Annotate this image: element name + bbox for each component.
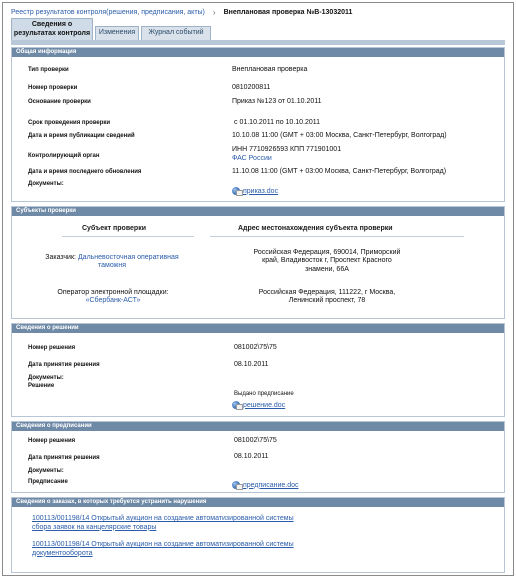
updated-value: 11.10.08 11:00 (GMT + 03:00 Москва, Санкт-Петербург, Волгоград)	[232, 168, 447, 175]
prescription-issued-note: Выдано предписание	[234, 391, 294, 397]
page-title: Внеплановая проверка №В-13032011	[223, 8, 353, 16]
check-number-label: Номер проверки	[28, 85, 78, 91]
operator-address-line1: Российская Федерация, 111222, г Москва,	[258, 289, 396, 296]
operator-role: Оператор электронной площадки:	[57, 289, 169, 296]
prescription-date-label: Дата принятия решения	[28, 455, 100, 461]
subjects-section	[11, 206, 505, 319]
prescription-doc-filename: предписание.doc	[243, 481, 299, 489]
address-header-rule	[210, 236, 464, 237]
prescription-number-label: Номер решения	[28, 438, 76, 444]
subjects-header: Субъекты проверки	[12, 207, 504, 216]
prescription-date-value: 08.10.2011	[234, 453, 269, 460]
decision-date-label: Дата принятия решения	[28, 362, 100, 368]
decision-date-value: 08.10.2011	[234, 361, 269, 368]
check-type-value: Внеплановая проверка	[232, 66, 308, 73]
address-column-header: Адрес местонахождения субъекта проверки	[238, 225, 393, 232]
general-info-section	[11, 47, 505, 202]
general-info-header: Общая информация	[12, 48, 504, 57]
check-period-label: Срок проведения проверки	[28, 120, 111, 126]
breadcrumb-registry-link[interactable]: Реестр результатов контроля(решения, предписания, акты)	[11, 8, 205, 16]
orders-header: Сведения о заказах, в которых требуется устранить нарушения	[12, 498, 504, 507]
order-link-2[interactable]	[32, 541, 294, 559]
document-icon	[232, 401, 240, 409]
customer-name-line2: таможня	[98, 262, 126, 270]
operator-link[interactable]: «Сбербанк-АСТ»	[85, 297, 141, 305]
decision-doc-link[interactable]	[232, 401, 285, 409]
document-icon	[232, 187, 240, 195]
breadcrumb	[11, 7, 352, 17]
breadcrumb-separator-icon: ›	[212, 7, 216, 17]
decision-doc-label: Решение	[28, 383, 55, 389]
decision-docs-label: Документы:	[28, 375, 64, 381]
order-1-line1: 100113/001198/14 Открытый аукцион на создание автоматизированной системы	[32, 515, 294, 522]
check-basis-value: Приказ №123 от 01.10.2011	[232, 98, 322, 105]
check-number-value: 0810200811	[232, 84, 271, 91]
decision-doc-filename: решение.doc	[243, 401, 286, 409]
prescription-number-value: 081002\75\75	[234, 437, 277, 444]
operator-address-line2: Ленинский проспект, 78	[288, 297, 366, 305]
published-value: 10.10.08 11:00 (GMT + 03:00 Москва, Санкт-Петербург, Волгоград)	[232, 132, 447, 139]
check-period-value: с 01.10.2011 по 10.10.2011	[234, 119, 321, 126]
order-1-line2: сбора заявок на канцелярские товары	[32, 523, 157, 531]
authority-label: Контролирующий орган	[28, 153, 100, 159]
prescription-docs-label: Документы:	[28, 468, 64, 474]
prescription-section	[11, 421, 505, 493]
tab-control-results[interactable]: Сведения о результатах контроля	[11, 18, 93, 40]
customer-address-line2: край, Владивосток г, Проспект Красного	[262, 257, 392, 265]
decision-section	[11, 323, 505, 417]
general-docs-label: Документы:	[28, 181, 64, 187]
orders-section	[11, 497, 505, 573]
decision-number-value: 081002\75\75	[234, 344, 277, 351]
subject-row-operator	[32, 289, 194, 306]
operator-address	[222, 289, 432, 306]
tab-event-log[interactable]: Журнал событий	[141, 26, 211, 40]
customer-role: Заказчик:	[45, 254, 76, 261]
tab-underline	[11, 40, 505, 45]
check-type-label: Тип проверки	[28, 67, 69, 73]
published-label: Дата и время публикации сведений	[28, 133, 135, 139]
subject-column-header: Субъект проверки	[82, 225, 147, 232]
decision-header: Сведения о решении	[12, 324, 504, 333]
prescription-doc-label: Предписание	[28, 479, 68, 485]
order-doc-link[interactable]	[232, 187, 278, 195]
customer-name-line1: Дальневосточная оперативная	[77, 254, 179, 261]
tab-changes[interactable]: Изменения	[95, 26, 139, 40]
prescription-doc-link[interactable]	[232, 481, 299, 489]
prescription-header: Сведения о предписании	[12, 422, 504, 431]
document-icon	[232, 481, 240, 489]
customer-link[interactable]	[78, 254, 179, 269]
subject-header-rule	[62, 236, 194, 237]
subject-row-customer	[32, 254, 192, 271]
updated-label: Дата и время последнего обновления	[28, 169, 142, 175]
customer-address	[222, 249, 432, 274]
customer-address-line3: знамени, 66А	[305, 265, 349, 273]
check-basis-label: Основание проверки	[28, 99, 91, 105]
authority-inn: ИНН 7710926593 КПП 771901001	[232, 146, 342, 153]
order-link-1[interactable]	[32, 515, 294, 533]
authority-link[interactable]: ФАС России	[232, 155, 272, 162]
decision-number-label: Номер решения	[28, 345, 76, 351]
order-2-line1: 100113/001198/14 Открытый аукцион на создание автоматизированной системы	[32, 541, 294, 548]
order-doc-filename: приказ.doc	[243, 187, 279, 195]
customer-address-line1: Российская Федерация, 690014, Приморский	[253, 249, 401, 256]
page-frame	[2, 2, 514, 576]
tab-bar	[11, 18, 213, 40]
order-2-line2: документооборота	[32, 549, 93, 557]
